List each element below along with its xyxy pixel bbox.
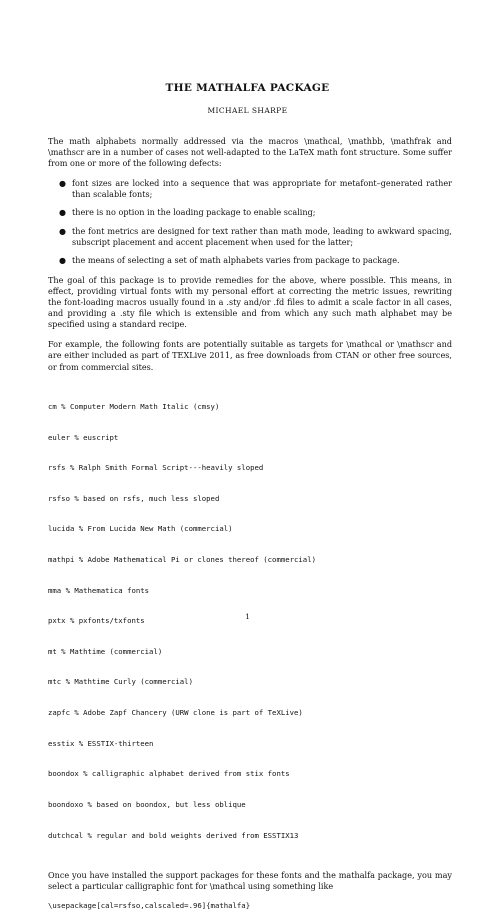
code-line: euler % euscript bbox=[48, 432, 119, 442]
code-line: cm % Computer Modern Math Italic (cmsy) bbox=[48, 402, 220, 411]
usage-code: \usepackage[cal=rsfso,calscaled=.96]{mathalfa} bbox=[48, 901, 251, 911]
bullet-icon: ● bbox=[59, 179, 66, 189]
list-item: ● the means of selecting a set of math alphabets varies from package to package. bbox=[59, 254, 400, 265]
code-line: rsfso % based on rsfs, much less sloped bbox=[48, 493, 220, 503]
code-line: mathpi % Adobe Mathematical Pi or clones thereof (commercial) bbox=[48, 555, 316, 565]
example-paragraph: For example, the following fonts are potentially suitable as targets for \mathcal or \mathscr and are either included as part of TEXLive 2011, as free downloads from CTAN or other free sources, or from commercial sites. bbox=[48, 339, 452, 372]
install-paragraph: Once you have installed the support packages for these fonts and the mathalfa package, you may select a particular calligraphic font for \mathcal using something like bbox=[48, 870, 452, 892]
list-item: ● font sizes are locked into a sequence that was appropriate for metafont–generated rather than scalable fonts; bbox=[59, 178, 452, 200]
code-line: zapfc % Adobe Zapf Chancery (URW clone is part of TeXLive) bbox=[48, 708, 303, 718]
code-line: mma % Mathematica fonts bbox=[48, 585, 150, 595]
code-line: lucida % From Lucida New Math (commercial) bbox=[48, 524, 233, 534]
paper-body bbox=[48, 136, 452, 921]
code-line: boondoxo % based on boondox, but less oblique bbox=[48, 799, 246, 809]
intro-paragraph: The math alphabets normally addressed via the macros \mathcal, \mathbb, \mathfrak and \mathscr are in a number of cases not well-adapted to the LaTeX math font structure. Some suffer from one or more of the following defects: bbox=[48, 136, 452, 169]
code-line: pxtx % pxfonts/txfonts bbox=[48, 616, 145, 626]
bullet-icon: ● bbox=[59, 226, 66, 236]
list-item: ● the font metrics are designed for text rather than math mode, leading to awkward spacing, subscript placement and accent placement when used for the latter; bbox=[59, 225, 452, 247]
author-name: MICHAEL SHARPE bbox=[207, 106, 288, 115]
page-number: 1 bbox=[245, 612, 250, 621]
code-line: mtc % Mathtime Curly (commercial) bbox=[48, 677, 193, 687]
defects-list bbox=[48, 178, 452, 266]
list-item: ● there is no option in the loading package to enable scaling; bbox=[59, 207, 316, 218]
font-list-code bbox=[48, 382, 452, 862]
code-line: esstix % ESSTIX-thirteen bbox=[48, 738, 154, 748]
code-line: rsfs % Ralph Smith Formal Script---heavily sloped bbox=[48, 463, 264, 473]
goal-paragraph: The goal of this package is to provide remedies for the above, where possible. This means, in effect, providing virtual fonts with my personal effort at correcting the metric issues, rewriting the font-loading macros usually found in a .sty and/or .fd files to admit a scale factor in all cases, and providing a .sty file which is extensible and from which any such math alphabet may be specified using a standard recipe. bbox=[48, 274, 452, 330]
code-line: boondox % calligraphic alphabet derived from stix fonts bbox=[48, 769, 290, 779]
bullet-icon: ● bbox=[59, 255, 66, 265]
code-line: mt % Mathtime (commercial) bbox=[48, 646, 163, 656]
bullet-icon: ● bbox=[59, 208, 66, 218]
code-line: dutchcal % regular and bold weights derived from ESSTIX13 bbox=[48, 830, 299, 840]
paper-title: THE MATHALFA PACKAGE bbox=[165, 82, 330, 94]
